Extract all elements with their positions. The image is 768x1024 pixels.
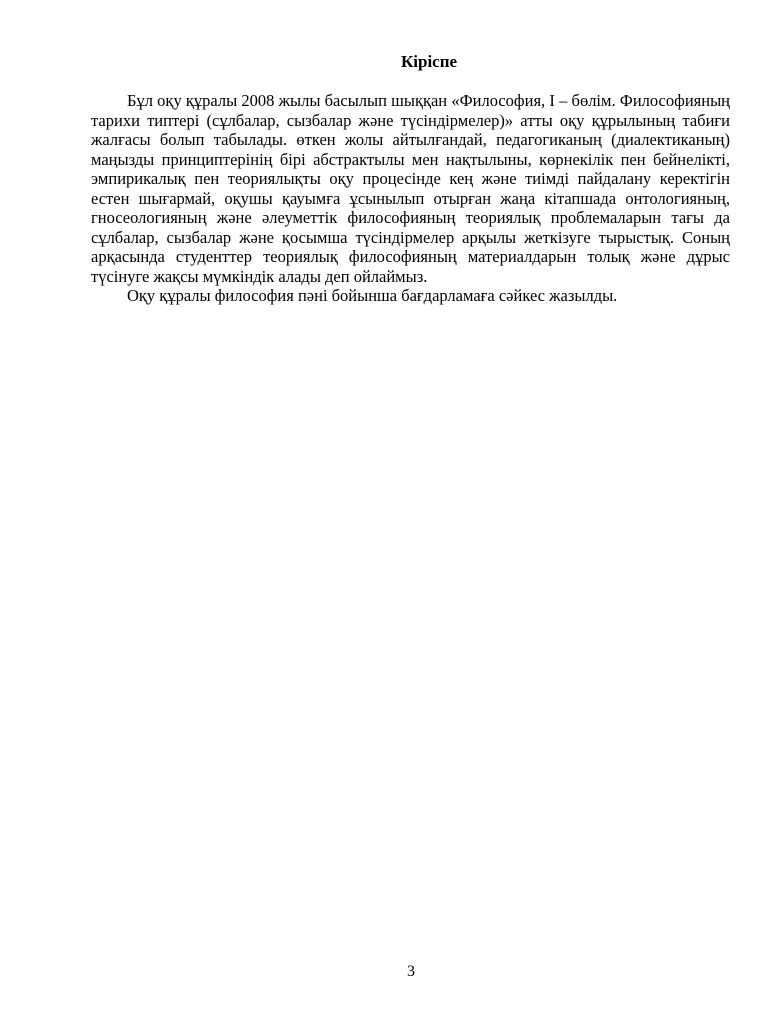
- body-text: [91, 91, 730, 306]
- paragraph-program: Оқу құралы философия пәні бойынша бағдарламаға сәйкес жазылды.: [127, 286, 618, 305]
- page-number: 3: [407, 963, 415, 980]
- paragraph-intro: Бұл оқу құралы 2008 жылы басылып шыққан «Философия, I – бөлім. Философияның тарихи типтері (сұлбалар, сызбалар және түсіндірмелер)» атты оқу құрылының табиғи жалғасы болып табылады. өткен жолы айтылғандай, педагогиканың (диалектиканың) маңызды принциптерінің бірі абстрактылы мен нақтылыны, көрнекілік пен бейнелікті, эмпирикалық пен теориялықты оқу процесінде кең және тиімді пайдалану керектігін естен шығармай, оқушы қауымға ұсынылып отырған жаңа кітапшада онтологияның, гносеологияның және әлеуметтік философияның теориялық проблемаларын тағы да сұлбалар, сызбалар және қосымша түсіндірмелер арқылы жеткізуге тырыстық. Соның арқасында студенттер теориялық философияның материалдарын толық және дұрыс түсінуге жақсы мүмкіндік алады деп ойлаймыз.: [91, 91, 730, 286]
- section-heading: Кіріспе: [400, 52, 458, 71]
